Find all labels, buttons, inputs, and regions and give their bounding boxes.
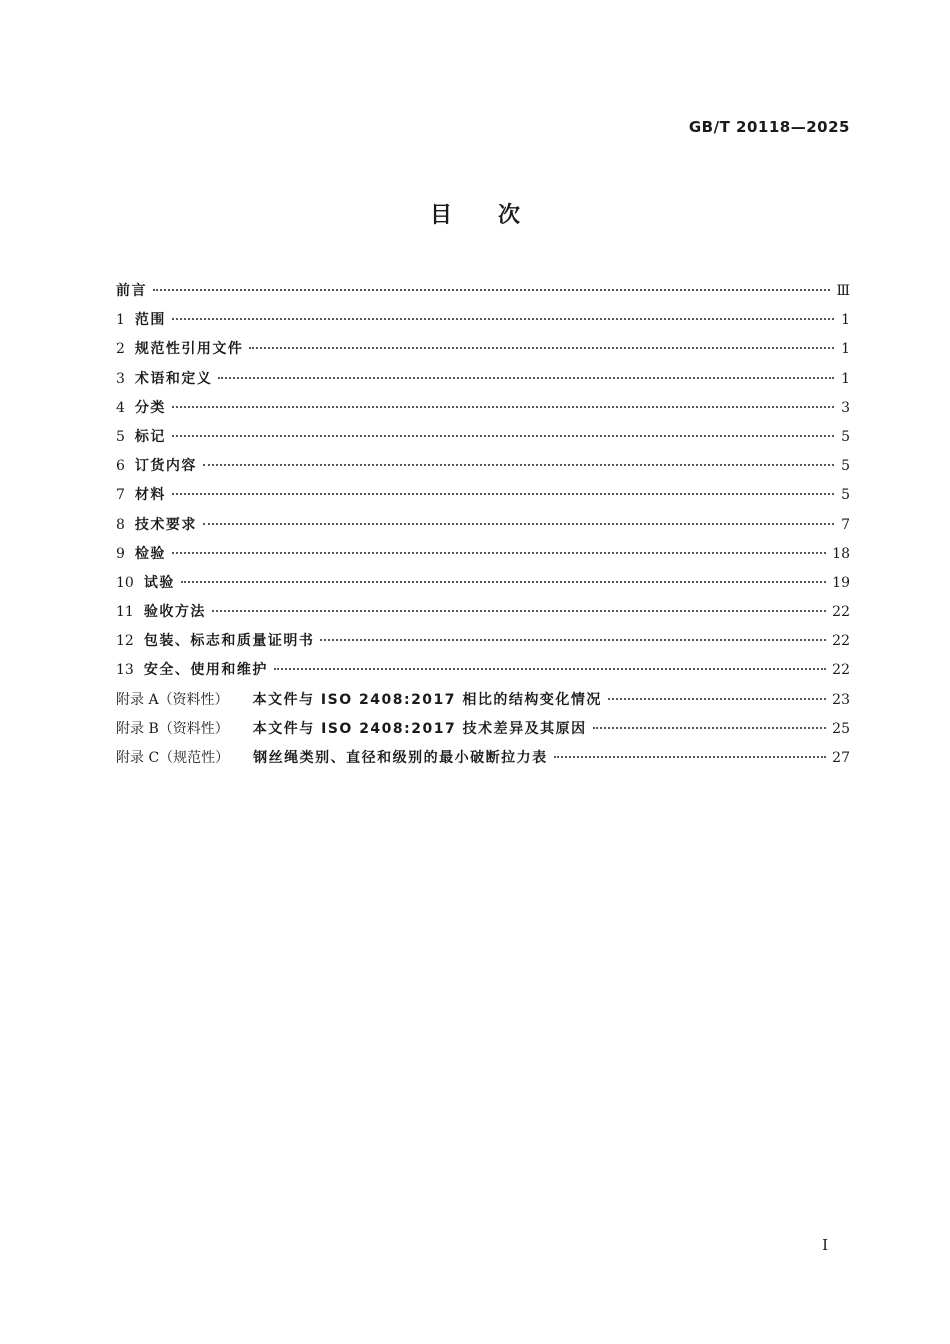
toc-entry-text: 规范性引用文件 [134, 341, 244, 358]
toc-entry-number: 附录 A（资料性） [116, 691, 229, 708]
toc-entry-label [116, 365, 212, 394]
toc-entry-label [116, 335, 243, 364]
dot-leader [172, 552, 826, 554]
dot-leader [212, 610, 826, 612]
toc-entry-page: 3 [841, 399, 850, 416]
toc-entry-page: 22 [832, 604, 850, 621]
dot-leader [608, 698, 826, 700]
dot-leader [320, 639, 826, 641]
toc-entry-number: 6 [116, 458, 125, 475]
toc-entry-page: Ⅲ [836, 283, 850, 299]
toc-entry-text: 分类 [134, 399, 166, 416]
toc-entry[interactable] [116, 686, 850, 715]
toc-entry[interactable] [116, 452, 850, 481]
toc-entry-text: 验收方法 [143, 604, 206, 621]
toc-entry-number: 8 [116, 516, 125, 533]
toc-entry-page: 1 [841, 312, 850, 329]
toc-entry-label [116, 686, 602, 715]
toc-entry[interactable] [116, 715, 850, 744]
page-number: I [822, 1236, 828, 1254]
toc-entry-number: 5 [116, 428, 125, 445]
toc-entry-number: 附录 B（资料性） [116, 720, 229, 737]
dot-leader [172, 406, 834, 408]
toc-entry-number: 13 [116, 662, 134, 679]
toc-entry[interactable] [116, 423, 850, 452]
toc-entry-label [116, 511, 197, 540]
toc-entry-label [116, 569, 175, 598]
toc-entry-text: 材料 [134, 487, 166, 504]
toc-entry-label [116, 656, 268, 685]
toc-entry-number: 7 [116, 487, 125, 504]
toc-entry-number: 9 [116, 545, 125, 562]
toc-entry-label [116, 423, 166, 452]
toc-entry-label [116, 306, 166, 335]
toc-entry-text: 试验 [143, 574, 175, 591]
toc-entry[interactable] [116, 394, 850, 423]
toc-entry-text: 技术要求 [134, 516, 197, 533]
toc-entry-label [116, 394, 166, 423]
toc-entry-number: 10 [116, 574, 134, 591]
toc-entry-text: 检验 [134, 545, 166, 562]
dot-leader [203, 523, 834, 525]
toc-entry-page: 25 [832, 720, 850, 737]
toc-entry-number: 11 [116, 604, 134, 621]
toc-entry-text: 前言 [116, 283, 147, 299]
toc-entry[interactable] [116, 365, 850, 394]
toc-entry-label [116, 744, 548, 773]
toc-entry-page: 5 [841, 487, 850, 504]
toc-entry[interactable] [116, 540, 850, 569]
toc-entry-page: 22 [832, 633, 850, 650]
toc-entry[interactable] [116, 598, 850, 627]
toc-entry[interactable] [116, 511, 850, 540]
toc-entry-page: 19 [832, 574, 850, 591]
toc-entry-page: 7 [841, 516, 850, 533]
dot-leader [218, 377, 834, 379]
toc-entry[interactable] [116, 656, 850, 685]
toc-entry-text: 术语和定义 [134, 370, 213, 387]
dot-leader [274, 668, 826, 670]
toc-entry[interactable] [116, 744, 850, 773]
toc-entry-label [116, 277, 147, 306]
toc-entry-text: 安全、使用和维护 [143, 662, 268, 679]
toc-entry-label [116, 598, 206, 627]
standard-code: GB/T 20118—2025 [688, 118, 850, 136]
toc-entry[interactable] [116, 569, 850, 598]
toc-entry-text: 包装、标志和质量证明书 [143, 633, 315, 650]
table-of-contents [116, 277, 850, 773]
toc-entry-page: 18 [832, 545, 850, 562]
toc-entry-text: 订货内容 [134, 458, 197, 475]
toc-entry-page: 23 [832, 691, 850, 708]
toc-entry-label [116, 452, 197, 481]
dot-leader [554, 756, 827, 758]
toc-entry-text: 本文件与 ISO 2408:2017 相比的结构变化情况 [252, 691, 602, 708]
dot-leader [593, 727, 827, 729]
dot-leader [249, 347, 834, 349]
toc-entry-text: 钢丝绳类别、直径和级别的最小破断拉力表 [253, 750, 548, 766]
toc-entry-number: 3 [116, 370, 125, 387]
toc-entry-number: 12 [116, 633, 134, 650]
toc-entry-page: 1 [841, 370, 850, 387]
toc-entry-number: 4 [116, 399, 125, 416]
toc-entry[interactable] [116, 277, 850, 306]
toc-entry-number: 2 [116, 341, 125, 358]
dot-leader [172, 318, 834, 320]
dot-leader [181, 581, 826, 583]
toc-entry-label [116, 627, 314, 656]
toc-entry-page: 27 [832, 750, 850, 766]
toc-entry-text: 范围 [134, 312, 166, 329]
dot-leader [172, 435, 834, 437]
toc-entry-page: 5 [841, 458, 850, 475]
toc-entry-text: 本文件与 ISO 2408:2017 技术差异及其原因 [252, 720, 587, 737]
toc-entry-page: 22 [832, 662, 850, 679]
toc-entry-page: 1 [841, 341, 850, 358]
toc-entry-text: 标记 [134, 428, 166, 445]
dot-leader [203, 464, 834, 466]
toc-entry-page: 5 [841, 428, 850, 445]
toc-entry[interactable] [116, 306, 850, 335]
toc-entry-label [116, 540, 166, 569]
dot-leader [172, 493, 834, 495]
toc-entry-number: 附录 C（规范性） [116, 750, 230, 766]
toc-entry[interactable] [116, 627, 850, 656]
toc-entry-label [116, 715, 587, 744]
toc-entry-label [116, 481, 166, 510]
toc-entry[interactable] [116, 481, 850, 510]
toc-entry-number: 1 [116, 312, 125, 329]
dot-leader [153, 289, 830, 291]
toc-entry[interactable] [116, 335, 850, 364]
page-title: 目次 [429, 203, 566, 228]
